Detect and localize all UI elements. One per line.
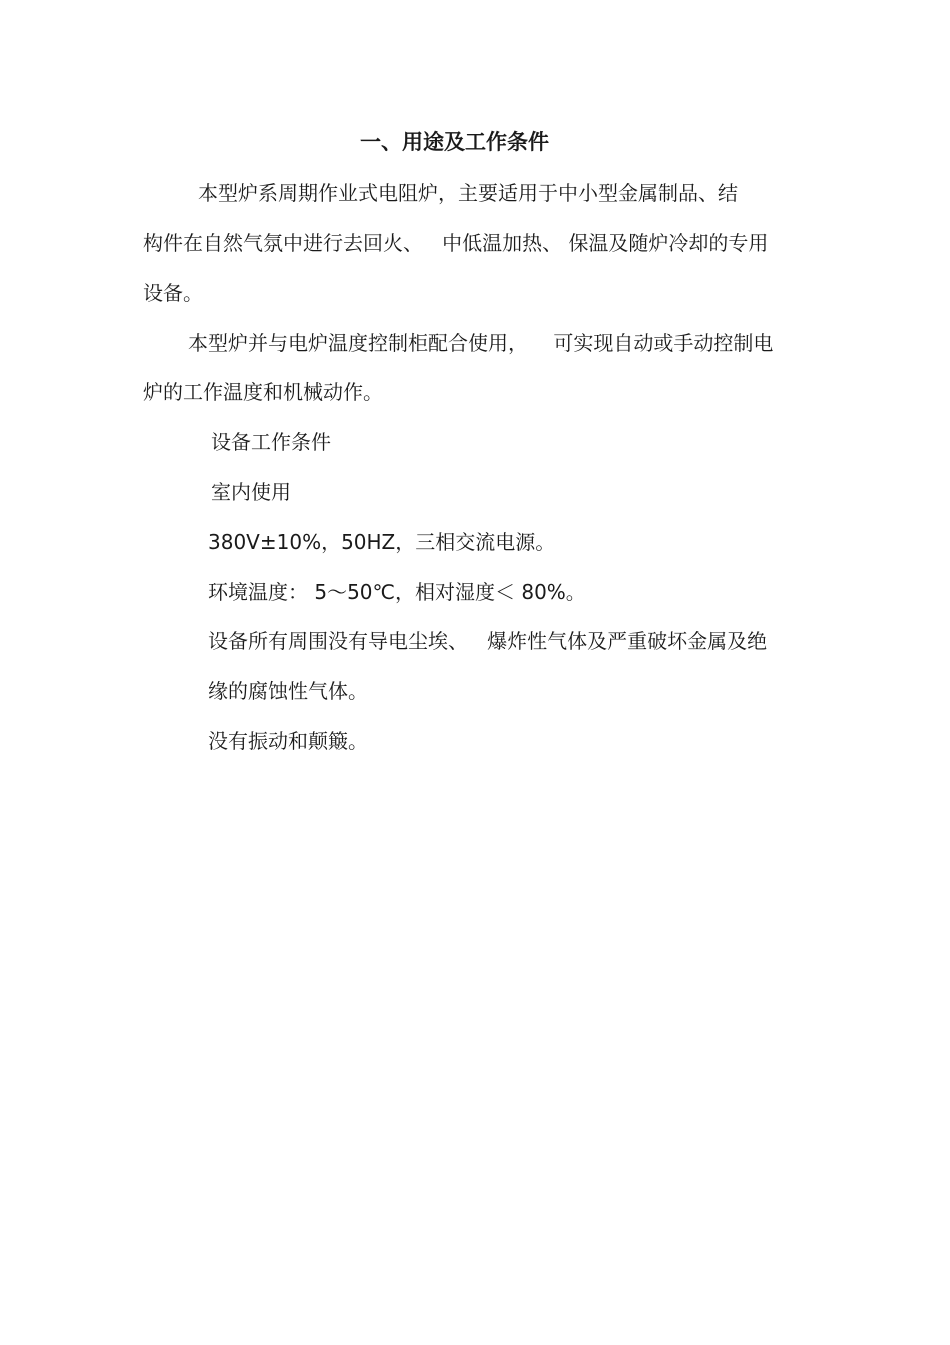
- condition-hazards-line-2: 缘的腐蚀性气体。: [208, 679, 368, 703]
- paragraph-1-line-2: 构件在自然气氛中进行去回火、 中低温加热、 保温及随炉冷却的专用: [143, 231, 769, 255]
- paragraph-1-line-3: 设备。: [143, 281, 203, 305]
- condition-indoor: 室内使用: [211, 480, 291, 504]
- conditions-heading: 设备工作条件: [211, 430, 331, 454]
- condition-vibration: 没有振动和颠簸。: [208, 729, 368, 753]
- paragraph-1-line-1: 本型炉系周期作业式电阻炉，主要适用于中小型金属制品、结: [198, 181, 738, 205]
- condition-environment: 环境温度： 5～50℃，相对湿度＜ 80%。: [208, 580, 586, 604]
- paragraph-2-line-2: 炉的工作温度和机械动作。: [143, 380, 383, 404]
- paragraph-2-line-1: 本型炉并与电炉温度控制柜配合使用， 可实现自动或手动控制电: [188, 331, 774, 355]
- condition-hazards-line-1: 设备所有周围没有导电尘埃、 爆炸性气体及严重破坏金属及绝: [208, 629, 768, 653]
- section-title: 一、用途及工作条件: [360, 130, 549, 154]
- condition-power: 380V±10%，50HZ，三相交流电源。: [208, 530, 556, 554]
